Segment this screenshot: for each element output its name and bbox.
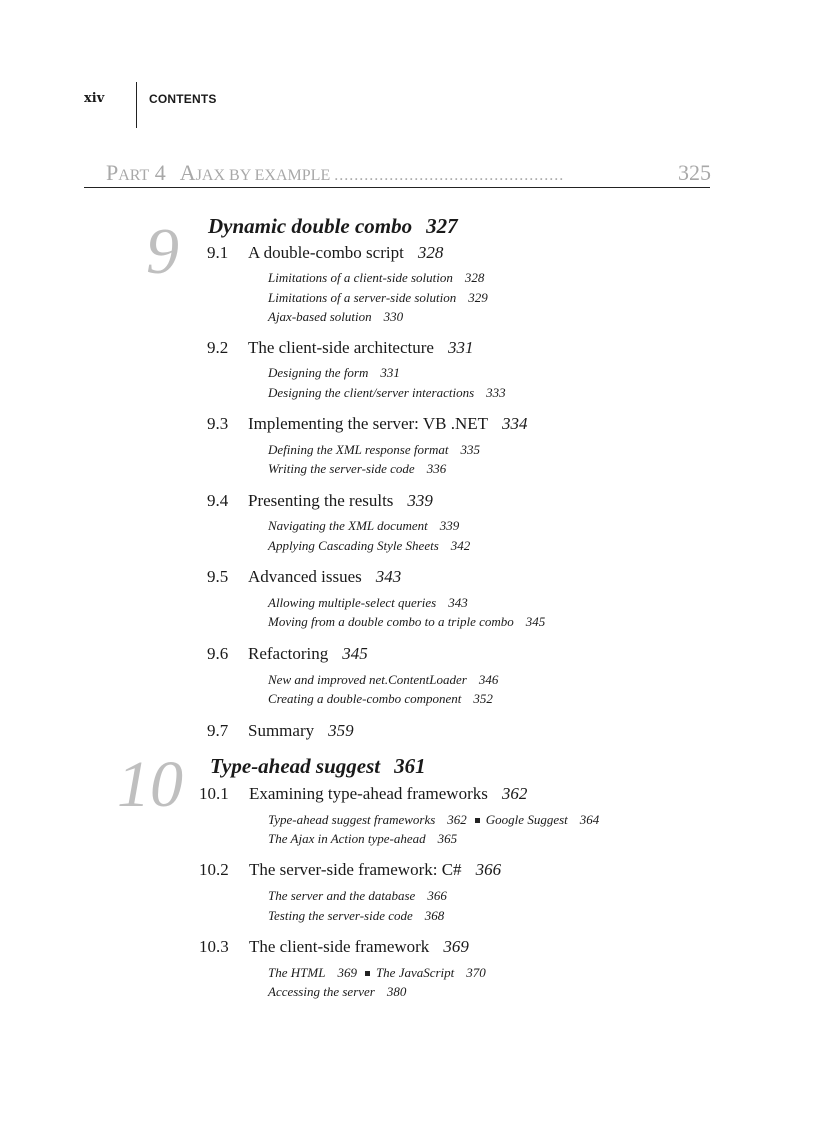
subsection: Type-ahead suggest frameworks 362 Google Suggest 364 <box>268 812 600 827</box>
section-10-2: 10.2 The server-side framework: C# 366 <box>199 860 502 879</box>
subsection: Accessing the server 380 <box>268 984 407 999</box>
part-title: AJAX BY EXAMPLE <box>179 160 331 185</box>
chapter-title-9: Dynamic double combo 327 <box>208 214 458 238</box>
part-page: 325 <box>678 160 711 185</box>
section-10-1: 10.1 Examining type-ahead frameworks 362 <box>199 784 528 803</box>
subsection: Writing the server-side code 336 <box>268 461 447 476</box>
page-folio: xiv <box>84 91 105 106</box>
subsection: Applying Cascading Style Sheets 342 <box>268 538 471 553</box>
part-rule <box>84 187 710 188</box>
section-9-6: 9.6 Refactoring 345 <box>207 644 368 663</box>
subsection: Designing the form 331 <box>268 365 400 380</box>
subsection: Allowing multiple-select queries 343 <box>268 595 468 610</box>
chapter-title-10: Type-ahead suggest 361 <box>210 754 426 778</box>
subsection: Limitations of a server-side solution 329 <box>268 290 488 305</box>
chapter-number-9: 9 <box>146 215 179 288</box>
section-9-4: 9.4 Presenting the results 339 <box>207 491 433 510</box>
running-head: CONTENTS <box>149 92 217 106</box>
header-divider <box>136 82 137 128</box>
subsection: Limitations of a client-side solution 328 <box>268 270 485 285</box>
subsection: New and improved net.ContentLoader 346 <box>268 672 499 687</box>
subsection: Testing the server-side code 368 <box>268 908 445 923</box>
section-9-5: 9.5 Advanced issues 343 <box>207 567 402 586</box>
subsection: The Ajax in Action type-ahead 365 <box>268 831 458 846</box>
bullet-separator <box>475 818 480 823</box>
part-heading <box>106 160 711 186</box>
part-leader-dots: .............................................. <box>334 167 565 184</box>
subsection: The server and the database 366 <box>268 888 447 903</box>
subsection: Designing the client/server interactions 333 <box>268 385 506 400</box>
part-label: PART 4 <box>106 160 166 185</box>
section-9-1: 9.1 A double-combo script 328 <box>207 243 444 262</box>
subsection: Navigating the XML document 339 <box>268 518 460 533</box>
bullet-separator <box>365 971 370 976</box>
subsection: Ajax-based solution 330 <box>268 309 404 324</box>
section-9-3: 9.3 Implementing the server: VB .NET 334 <box>207 414 528 433</box>
subsection: Moving from a double combo to a triple combo 345 <box>268 614 546 629</box>
section-9-7: 9.7 Summary 359 <box>207 721 354 740</box>
section-9-2: 9.2 The client-side architecture 331 <box>207 338 474 357</box>
section-10-3: 10.3 The client-side framework 369 <box>199 937 469 956</box>
subsection: Creating a double-combo component 352 <box>268 691 493 706</box>
subsection: Defining the XML response format 335 <box>268 442 481 457</box>
subsection: The HTML 369 The JavaScript 370 <box>268 965 486 980</box>
chapter-number-10: 10 <box>117 748 183 821</box>
